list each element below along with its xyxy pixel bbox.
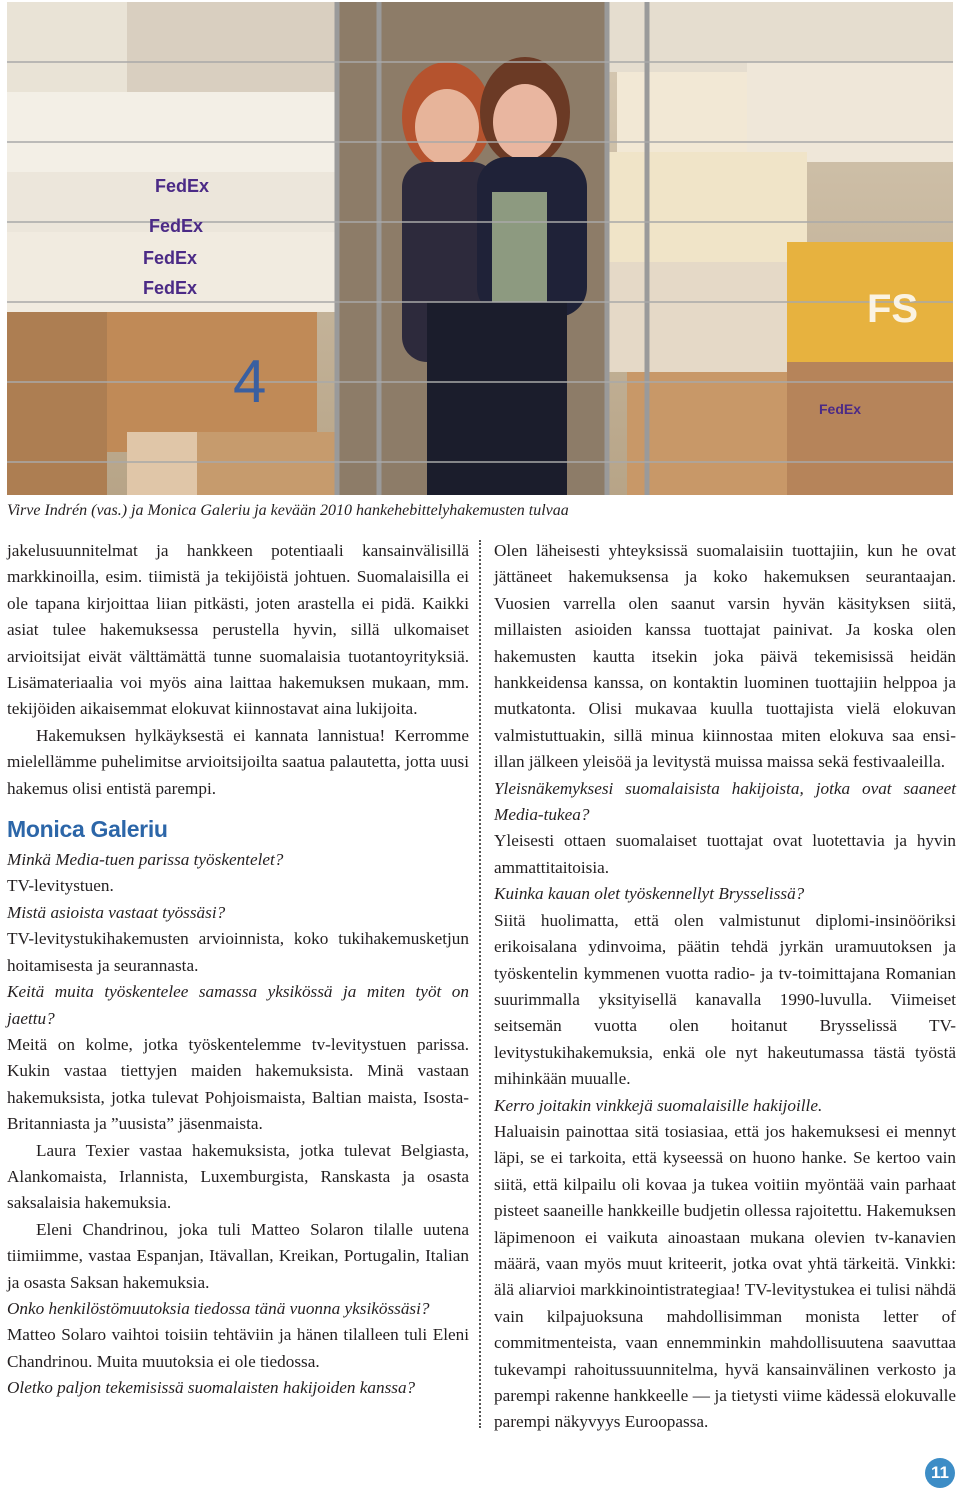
warehouse-photo-illustration <box>7 2 953 495</box>
interview-answer: Haluaisin painottaa sitä tosiasiaa, että jos hakemuksesi ei mennyt läpi, se ei tarkoita, että kyseessä on huono hanke. Se kertoo vain siitä, että kilpailu oli kovaa ja tukea voitiin myöntää vain parhaat pisteet saaneille hankkeille budjetin ollessa rajoitettu. Hakemuksen läpimenoon ei vaikuta ainoastaan mukana olevien tv-kanavien määrä, vaan myös muut kriteerit, jotka ovat yhtä tärkeitä. Vinkki: älä aliarvioi markkinointistrategiaa! TV-levitystukea ei tulisi nähdä vain kilpajuoksuna mahdollisimman monista letter of commitmenteista, vaan ennemminkin mahdollisuutena saavuttaa tukevampi rahoitussuunnitelma, hyvä kansainvälinen verkosto ja parempi rakenne hankkeelle — ja tietysti viime kädessä elokuvalle parempi näkyvyys Euroopassa. <box>494 1121 956 1432</box>
interview-answer: Laura Texier vastaa hakemuksista, jotka tulevat Belgiasta, Alankomaista, Irlannista, Luxemburgista, Ranskasta ja osasta saksalaisia hakemuksia. <box>7 1140 469 1213</box>
box-label: FS <box>867 287 919 331</box>
page-number-badge: 11 <box>925 1458 955 1488</box>
column-divider <box>479 540 481 1428</box>
interview-answer: TV-levitystukihakemusten arvioinnista, koko tukihakemusketjun hoitamisesta ja seurannasta. <box>7 929 469 975</box>
interview-answer: Eleni Chandrinou, joka tuli Matteo Solaron tilalle uutena tiimiimme, vastaa Espanjan, Itävallan, Kreikan, Portugalin, Italian ja osasta Saksan hakemuksia. <box>7 1219 469 1292</box>
article-photo <box>7 2 953 495</box>
interview-answer: Olen läheisesti yhteyksissä suomalaisiin tuottajiin, kun he ovat jättäneet hakemuksensa ja koko hakemuksen seurantaajan. Vuosien varrella olen saanut varsin hyvän käsityksen siitä, millaisten asioiden kanssa tuottajat painivat. Ja koska olen hakemusten kautta itsekin joka päivä tekemisissä heidän hankkeidensa kanssa, on kontaktin luominen tuottajiin helppoa ja mutkatonta. Olisi mukavaa kuulla tuottajista vielä elokuvan valmistuttuakin, sillä minua kiinnostaa miten elokuva saa ensi-illan jälkeen yleisöä ja levitystä muissa maissa sekä festivaaleilla. <box>494 541 956 772</box>
interview-question: Oletko paljon tekemisissä suomalaisten hakijoiden kanssa? <box>7 1378 416 1398</box>
interview-question: Keitä muita työskentelee samassa yksikössä ja miten työt on jaettu? <box>7 982 469 1028</box>
interview-answer: Yleisesti ottaen suomalaiset tuottajat ovat luotettavia ja hyvin ammattitaitoisia. <box>494 831 956 877</box>
box-label: FedEx <box>143 278 198 298</box>
box-label: FedEx <box>143 248 198 268</box>
interview-answer: Matteo Solaro vaihtoi toisiin tehtäviin ja hänen tilalleen tuli Eleni Chandrinou. Muita muutoksia ei ole tiedossa. <box>7 1325 469 1371</box>
box-label: FedEx <box>819 401 862 417</box>
interview-question: Kerro joitakin vinkkejä suomalaisille hakijoille. <box>494 1095 823 1115</box>
box-label: FedEx <box>149 216 204 236</box>
interview-question: Yleisnäkemyksesi suomalaisista hakijoista, jotka ovat saaneet Media-tukea? <box>494 778 956 825</box>
photo-caption: Virve Indrén (vas.) ja Monica Galeriu ja kevään 2010 hankehebittelyhakemusten tulvaa <box>7 502 569 519</box>
interview-answer: TV-levitystuen. <box>7 876 114 896</box>
interview-question: Kuinka kauan olet työskennellyt Brysselissä? <box>494 884 805 904</box>
box-label: 4 <box>233 348 267 415</box>
interview-question: Mistä asioista vastaat työssäsi? <box>7 902 226 922</box>
body-paragraph: jakelusuunnitelmat ja hankkeen potentiaali kansainvälisillä markkinoilla, esim. tiimistä ja tekijöistä johtuen. Suomalaisilla ei ole tapana kirjoittaa liian pitkästi, joten arastella ei pidä. Kaikki asiat tulee hakemuksessa perustella hyvin, sillä ulkomaiset arvioitsijat eivät välttämättä tunne suomalaisia tuotantoyrityksiä. Lisämateriaalia voi myös aina laittaa hakemuksen mukaan, mm. tekijöiden aikaisemmat elokuvat kiinnostavat aina lukijoita. <box>7 541 469 719</box>
box-label: FedEx <box>155 176 210 196</box>
interview-question: Onko henkilöstömuutoksia tiedossa tänä vuonna yksikössäsi? <box>7 1298 430 1318</box>
body-paragraph: Hakemuksen hylkäyksestä ei kannata lannistua! Kerromme mielellämme puhelimitse arvioitsijoilta saatua palautetta, jotta uusi hakemus olisi entistä parempi. <box>7 725 469 798</box>
left-column <box>7 538 469 1402</box>
interview-answer: Meitä on kolme, jotka työskentelemme tv-levitystuen parissa. Kukin vastaa tiettyjen maiden hakemuksista. Minä vastaan hakemuksista, jotka tulevat Pohjoismaista, Baltian maista, Isosta-Britanniasta ja ”uusista” jäsenmaista. <box>7 1034 469 1134</box>
interview-question: Minkä Media-tuen parissa työskentelet? <box>7 850 284 870</box>
interview-answer: Siitä huolimatta, että olen valmistunut diplomi-insinööriksi erikoisalana ydinvoima, päätin tehdä jyrkän uramuutoksen ja työskentelin kymmenen vuotta radio- ja tv-toimittajana Romanian suurimmalla yksityisellä kanavalla 1990-luvulla. Viimeiset seitsemän vuotta olen hoitanut Brysselissä TV-levitystukihakemuksia, enkä ole nyt hakeutumassa tästä työstä mihinkään muualle. <box>494 910 956 1089</box>
interview-heading: Monica Galeriu <box>7 816 168 843</box>
right-column <box>494 538 956 1436</box>
